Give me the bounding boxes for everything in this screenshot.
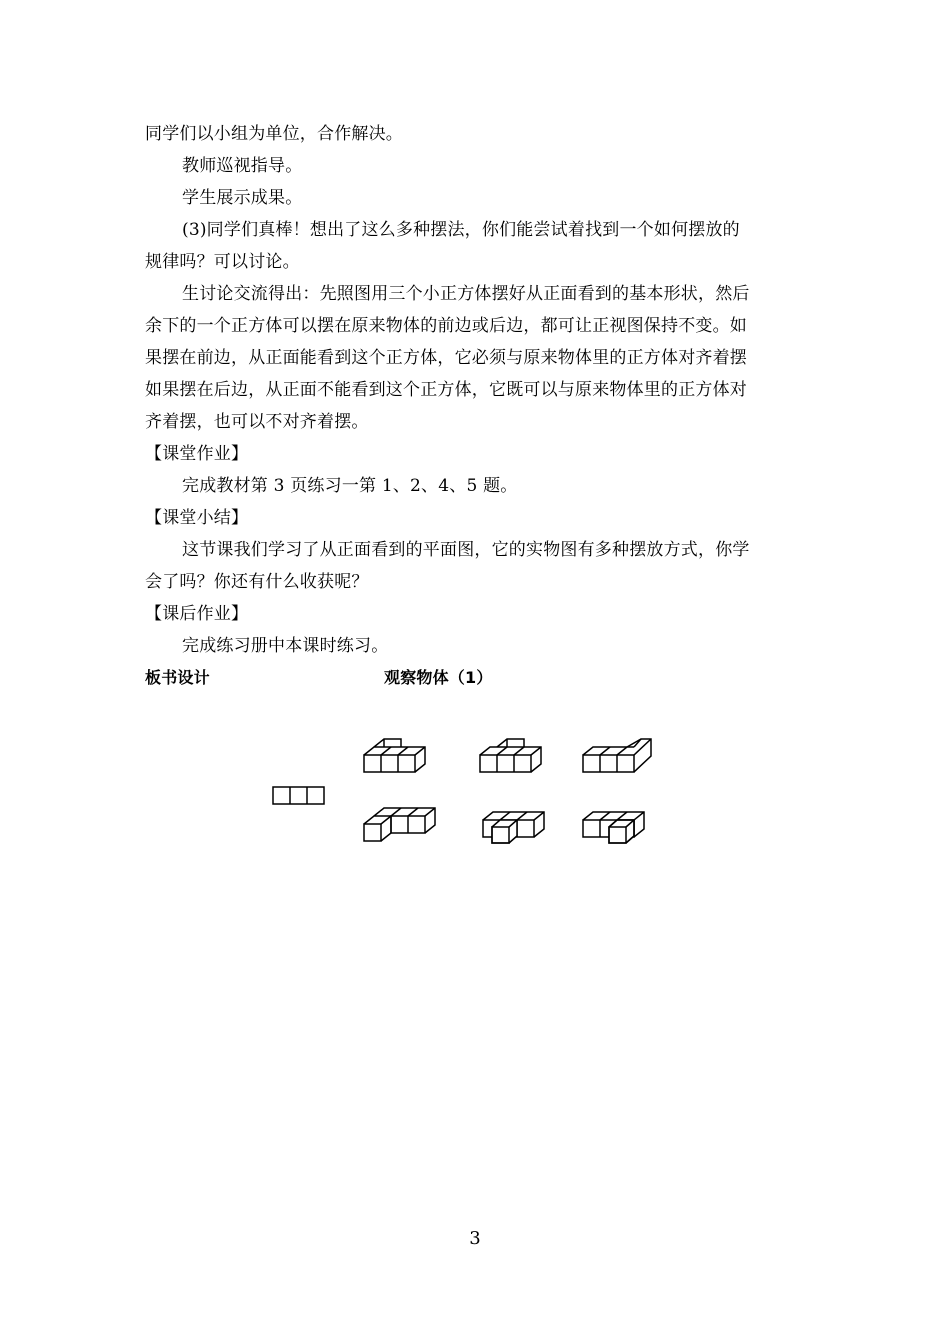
paragraph-line: 教师巡视指导。 [182, 156, 303, 176]
paragraph-line: 学生展示成果。 [182, 188, 303, 208]
cube-figure-1 [364, 739, 425, 772]
cube-figure-2 [480, 739, 541, 772]
paragraph-line: 会了吗？你还有什么收获呢？ [145, 572, 369, 592]
section-heading: 【课堂小结】 [145, 508, 249, 528]
paragraph-line: 生讨论交流得出：先照图用三个小正方体摆好从正面看到的基本形状，然后 [182, 284, 750, 304]
paragraph-line: 果摆在前边，从正面能看到这个正方体，它必须与原来物体里的正方体对齐着摆 [145, 348, 747, 368]
cube-figure-3 [583, 739, 651, 772]
paragraph-line: 规律吗？可以讨论。 [145, 252, 300, 272]
board-design-label: 板书设计 [145, 668, 210, 687]
cube-figure-6 [583, 812, 644, 843]
paragraph-line: 如果摆在后边，从正面不能看到这个正方体，它既可以与原来物体里的正方体对 [145, 380, 747, 400]
cube-figure-4 [364, 808, 435, 841]
front-view-figure [273, 787, 324, 804]
paragraph-line: 完成练习册中本课时练习。 [182, 636, 389, 656]
section-heading: 【课堂作业】 [145, 444, 249, 464]
section-heading: 【课后作业】 [145, 604, 249, 624]
page-number: 3 [469, 1228, 481, 1249]
paragraph-line: 完成教材第 3 页练习一第 1、2、4、5 题。 [182, 476, 518, 496]
cube-figure-5 [483, 812, 544, 843]
board-title: 观察物体（1） [384, 668, 493, 687]
paragraph-line: 余下的一个正方体可以摆在原来物体的前边或后边，都可让正视图保持不变。如 [145, 316, 747, 336]
paragraph-line: 齐着摆，也可以不对齐着摆。 [145, 412, 369, 432]
paragraph-line: (3)同学们真棒！想出了这么多种摆法，你们能尝试着找到一个如何摆放的 [182, 220, 740, 240]
paragraph-line: 这节课我们学习了从正面看到的平面图，它的实物图有多种摆放方式，你学 [182, 540, 750, 560]
paragraph-line: 同学们以小组为单位，合作解决。 [145, 124, 403, 144]
